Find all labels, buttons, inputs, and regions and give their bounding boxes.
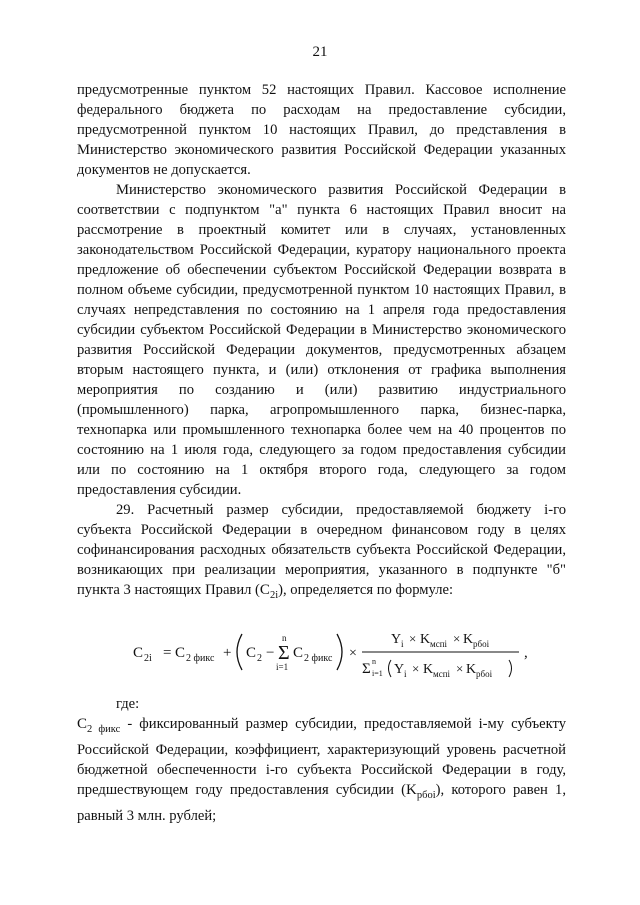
- definition-k-symbol: $K_{рбоi}$: [406, 782, 436, 801]
- formula-plus: +: [223, 645, 232, 661]
- formula-num-y-sub: i: [401, 639, 404, 649]
- formula-den-y: Y: [394, 662, 405, 677]
- formula-den-k2: K: [466, 662, 477, 677]
- formula-den-y-sub: i: [404, 669, 407, 679]
- paragraph-3-text-start: 29. Расчетный размер субсидии, предоставляемой бюджету i-го субъекта Российской Федерации в очередном финансовом году в целях софинансирования расходных обязательств субъекта Российской Федерации, возникающих при реализации мероприятия, указанного в подпункте "б" пункта 3 настоящих Правил (: [77, 502, 566, 598]
- formula-c2: C: [246, 645, 257, 661]
- paragraph-2: Министерство экономического развития Российской Федерации в соответствии с подпунктом "а" пункта 6 настоящих Правил вносит на рассмотрение в проектный комитет или в случаях, установленных законодательством Российской Федерации, куратору национального проекта предложение об обеспечении субъектом Российской Федерации возврата в полном объеме субсидии, предусмотренной пунктом 10 настоящих Правил, в случаях непредставления по состоянию на 1 апреля года предоставления субсидии субъектом Российской Федерации в Министерство экономического развития Российской Федерации документов, предусмотренных абзацем вторым настоящего пункта, и (или) отклонения от графика выполнения мероприятия по созданию и (или) развитию индустриального (промышленного) парка, агропромышленного парка, бизнес-парка, технопарка или промышленного технопарка более чем на 40 процентов по состоянию на 1 июля года, следующего за годом предоставления субсидии или по состоянию на 1 октября второго года, следующего за годом предоставления субсидии.: [77, 182, 566, 498]
- definition-text: - фиксированный размер субсидии, предоставляемой i-му субъекту Российской Федерации, коэффициент, характеризующий уровень расчетной бюджетной обеспеченности i-го субъекта Российской Федерации в году, предшествующем году предоставления субсидии (: [77, 716, 566, 798]
- formula-comma: ,: [524, 645, 528, 661]
- formula-right-paren: [337, 634, 342, 670]
- formula-c2-sub: 2: [257, 653, 262, 664]
- formula-den-sum-upper: n: [372, 657, 376, 666]
- formula-den-sum-lower: i=1: [372, 669, 383, 678]
- page-number: 21: [312, 44, 328, 60]
- formula-den-k2-sub: рбоi: [476, 669, 493, 679]
- document-body: [77, 80, 566, 826]
- paragraph-1: предусмотренные пунктом 52 настоящих Правил. Кассовое исполнение федерального бюджета по расходам на предоставление субсидии, предусмотренной пунктом 10 настоящих Правил, до представления в Министерство экономического развития Российской Федерации указанных документов не допускается.: [77, 82, 566, 178]
- formula-minus: −: [266, 645, 275, 661]
- formula-c2fix: C: [175, 645, 186, 661]
- formula-sum: Σ: [278, 642, 290, 664]
- formula-sum-c: C: [293, 645, 304, 661]
- formula-den-k1-sub: мспi: [433, 669, 451, 679]
- formula-sum-upper: n: [282, 633, 287, 643]
- where-label: где:: [116, 696, 140, 712]
- formula-num-times2: ×: [453, 631, 461, 646]
- paragraph-3-text-end: ), определяется по формуле:: [278, 582, 454, 598]
- definition-symbol: $C_{2 фикс}$: [77, 716, 121, 735]
- formula-times: ×: [349, 646, 357, 661]
- formula-den-times2: ×: [456, 661, 464, 676]
- formula-c2i: C: [133, 645, 144, 661]
- formula-c2fix-sub: 2 фикс: [186, 653, 215, 664]
- formula-den-sum: Σ: [362, 661, 371, 677]
- formula-num-y: Y: [391, 632, 402, 647]
- formula-num-k2: K: [463, 632, 474, 647]
- formula-left-paren: [237, 634, 242, 670]
- formula-den-left-paren: [389, 660, 392, 677]
- paragraph-3: [77, 500, 566, 606]
- formula-den-right-paren: [509, 660, 512, 677]
- formula-equals: =: [163, 645, 172, 661]
- formula-sum-lower: i=1: [276, 662, 289, 672]
- formula-den-k1: K: [423, 662, 434, 677]
- formula: [77, 612, 566, 694]
- formula-den-times1: ×: [412, 661, 420, 676]
- formula-num-k2-sub: рбоi: [473, 639, 490, 649]
- formula-c2i-sub: 2i: [144, 653, 152, 664]
- formula-num-times1: ×: [409, 631, 417, 646]
- definition-c2fix: [77, 714, 566, 826]
- formula-num-k1-sub: мспi: [430, 639, 448, 649]
- symbol-c2i: $C_{2i}$: [259, 582, 279, 601]
- definition-text-end: ), которого равен 1, равный 3 млн. рублей;: [77, 782, 566, 824]
- formula-num-k1: K: [420, 632, 431, 647]
- formula-sum-c-sub: 2 фикс: [304, 653, 333, 664]
